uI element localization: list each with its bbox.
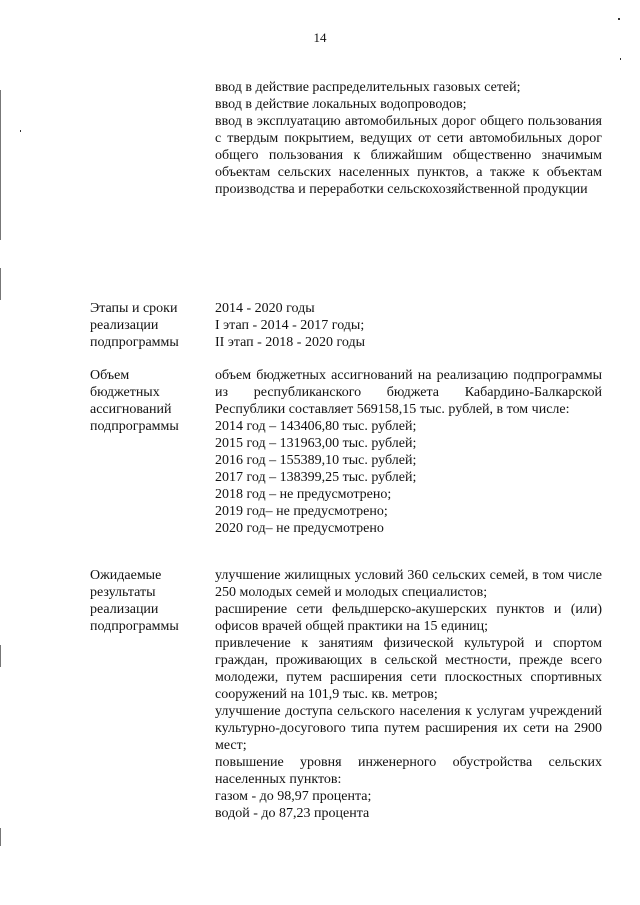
scan-mark xyxy=(620,58,621,60)
label-line: реализации xyxy=(90,318,159,333)
content-line: 2018 год – не предусмотрено; xyxy=(215,487,392,502)
label-line: Объем xyxy=(90,368,130,383)
scan-mark xyxy=(20,130,21,132)
stages-content xyxy=(215,300,602,351)
content-line: I этап - 2014 - 2017 годы; xyxy=(215,318,365,333)
content-line: 2020 год– не предусмотрено xyxy=(215,521,384,536)
label-line: ассигнований xyxy=(90,402,172,417)
label-line: подпрограммы xyxy=(90,619,179,634)
label-line: подпрограммы xyxy=(90,419,179,434)
content-line: улучшение жилищных условий 360 сельских семей, в том числе 250 молодых семей и молодых специалистов; xyxy=(215,568,602,600)
content-line: расширение сети фельдшерско-акушерских пунктов и (или) офисов врачей общей практики на 15 единиц; xyxy=(215,602,602,634)
label-line: результаты xyxy=(90,585,156,600)
intro-line: ввод в действие локальных водопроводов; xyxy=(215,97,467,112)
content-line: газом - до 98,97 процента; xyxy=(215,789,372,804)
content-line: повышение уровня инженерного обустройства сельских населенных пунктов: xyxy=(215,755,602,787)
intro-line: ввод в эксплуатацию автомобильных дорог общего пользования с твердым покрытием, ведущих от сети автомобильных дорог общего пользования к ближайшим общественно значимым объектам сельских населенных пунктов, а также к объектам производства и переработки сельскохозяйственной продукции xyxy=(215,114,602,197)
scan-edge-line xyxy=(0,645,1,667)
content-line: II этап - 2018 - 2020 годы xyxy=(215,335,365,350)
label-line: бюджетных xyxy=(90,385,160,400)
label-line: Ожидаемые xyxy=(90,568,162,583)
stages-label xyxy=(90,300,210,351)
label-line: реализации xyxy=(90,602,159,617)
scan-mark xyxy=(618,18,620,20)
content-line: водой - до 87,23 процента xyxy=(215,806,370,821)
content-line: 2015 год – 131963,00 тыс. рублей; xyxy=(215,436,417,451)
label-line: Этапы и сроки xyxy=(90,301,178,316)
content-line: улучшение доступа сельского населения к услугам учреждений культурно-досугового типа путем расширения их сети на 2900 мест; xyxy=(215,704,602,753)
content-line: 2014 - 2020 годы xyxy=(215,301,315,316)
content-line: 2016 год – 155389,10 тыс. рублей; xyxy=(215,453,417,468)
scan-edge-line xyxy=(0,90,1,240)
content-line: 2014 год – 143406,80 тыс. рублей; xyxy=(215,419,417,434)
page-number: 14 xyxy=(313,30,327,45)
intro-line: ввод в действие распределительных газовых сетей; xyxy=(215,80,521,95)
content-line: объем бюджетных ассигнований на реализацию подпрограммы из республиканского бюджета Кабардино-Балкарской Республики составляет 569158,15 тыс. рублей, в том числе: xyxy=(215,368,602,417)
content-line: 2019 год– не предусмотрено; xyxy=(215,504,388,519)
scan-edge-line xyxy=(0,828,1,846)
scan-edge-line xyxy=(0,268,1,300)
results-content xyxy=(215,567,602,822)
label-line: подпрограммы xyxy=(90,335,179,350)
content-line: 2017 год – 138399,25 тыс. рублей; xyxy=(215,470,417,485)
content-line: привлечение к занятиям физической культурой и спортом граждан, проживающих в сельской местности, прежде всего молодежи, путем расширения сети плоскостных спортивных сооружений на 101,9 тыс. кв. метров; xyxy=(215,636,602,702)
intro-text-block xyxy=(215,79,602,198)
budget-content xyxy=(215,367,602,537)
results-label xyxy=(90,567,210,635)
budget-label xyxy=(90,367,210,435)
